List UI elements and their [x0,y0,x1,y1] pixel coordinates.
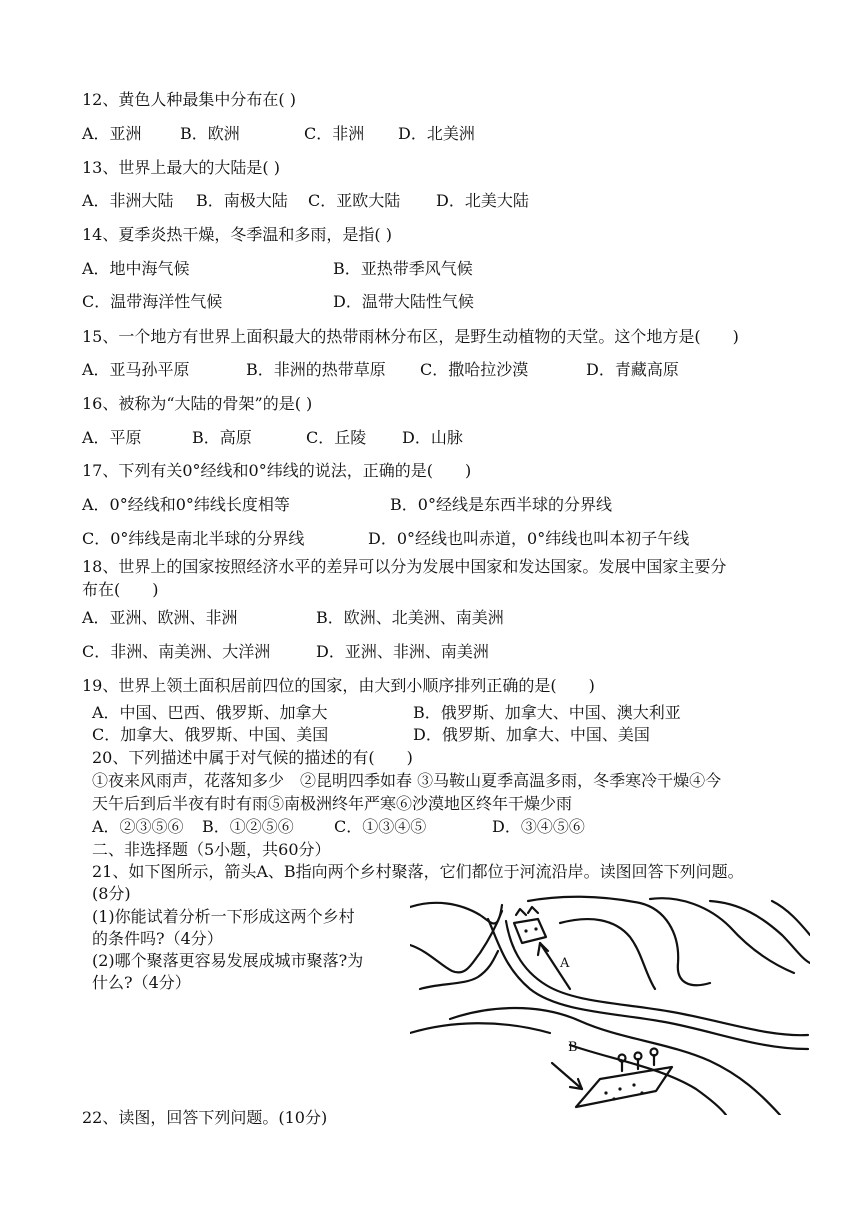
q14-option-b: B．亚热带季风气候 [333,259,473,278]
q18-option-c: C．非洲、南美洲、大洋洲 [82,642,271,661]
q14-option-d: D．温带大陆性气候 [333,292,474,311]
q16-options [82,428,463,448]
q13-option-b: B．南极大陆 [196,191,288,210]
q21-sub1-line1: (1)你能试着分析一下形成这两个乡村 [92,907,355,926]
settlement-b-tree [635,1053,642,1060]
settlement-b-dot [640,1091,643,1094]
q19-option-b: B．俄罗斯、加拿大、中国、澳大利亚 [413,703,681,722]
q18-stem-line1: 18、世界上的国家按照经济水平的差异可以分为发展中国家和发达国家。发展中国家主要分 [82,557,727,576]
settlement-b-tree [651,1049,658,1056]
q22-stem: 22、读图，回答下列问题。(10分) [82,1108,328,1127]
q12-option-d: D．北美洲 [398,124,475,143]
q20-body-line2: 天午后到后半夜有时有雨⑤南极洲终年严寒⑥沙漠地区终年干燥少雨 [92,794,573,813]
q19-option-c: C．加拿大、俄罗斯、中国、美国 [92,725,329,744]
mountain-ridge [528,897,710,985]
river-settlement-map [410,893,810,1115]
settlement-b-dot [632,1083,635,1086]
q18-option-b: B．欧洲、北美洲、南美洲 [316,608,504,627]
q20-body-line1: ①夜来风雨声，花落知多少 ②昆明四季如春 ③马鞍山夏季高温多雨，冬季寒冷干燥④今 [92,771,722,790]
settlement-b-dot [618,1087,621,1090]
settlement-b-tree [619,1055,626,1062]
q16-option-c: C．丘陵 [306,428,367,447]
settlement-a-dot [534,927,537,930]
q20-option-a: A．②③⑤⑥ [92,817,184,836]
q20-option-c: C．①③④⑤ [334,817,427,836]
q19-option-d: D．俄罗斯、加拿大、中国、美国 [413,725,650,744]
q13-option-c: C．亚欧大陆 [308,191,401,210]
q15-option-d: D．青藏高原 [586,360,679,379]
q14-option-a: A．地中海气候 [82,259,190,278]
q18-option-a: A．亚洲、欧洲、非洲 [82,608,238,627]
q12-option-b: B．欧洲 [180,124,240,143]
q21-stem-line1: 21、如下图所示，箭头A、B指向两个乡村聚落，它们都位于河流沿岸。读图回答下列问题。 [92,862,744,881]
q13-options [82,191,529,211]
q14-stem: 14、夏季炎热干燥，冬季温和多雨，是指( ) [82,225,392,244]
q12-options [82,124,475,144]
q13-option-d: D．北美大陆 [436,191,529,210]
q20-option-b: B．①②⑤⑥ [202,817,294,836]
q19-stem: 19、世界上领土面积居前四位的国家，由大到小顺序排列正确的是( ) [82,676,595,695]
q17-option-b: B．0°经线是东西半球的分界线 [390,495,612,514]
q19-option-a: A．中国、巴西、俄罗斯、加拿大 [92,703,328,722]
q14-option-c: C．温带海洋性气候 [82,292,223,311]
q15-stem: 15、一个地方有世界上面积最大的热带雨林分布区，是野生动植物的天堂。这个地方是( ) [82,327,739,346]
q12-stem: 12、黄色人种最集中分布在( ) [82,90,296,109]
q21-sub1-line2: 的条件吗?（4分） [92,929,223,948]
q16-option-a: A．平原 [82,428,142,447]
q21-stem-line2: (8分) [92,884,131,903]
q12-option-a: A．亚洲 [82,124,142,143]
q12-option-c: C．非洲 [304,124,365,143]
q16-stem: 16、被称为“大陆的骨架”的是( ) [82,394,313,413]
q17-option-d: D．0°经线也叫赤道，0°纬线也叫本初子午线 [368,529,690,548]
q17-option-c: C．0°纬线是南北半球的分界线 [82,529,305,548]
arrow-b [552,1063,582,1089]
settlement-b-dot [612,1097,615,1100]
q21-sub2-line2: 什么?（4分） [92,973,191,992]
q18-stem-line2: 布在( ) [82,580,159,599]
q16-option-b: B．高原 [192,428,252,447]
q15-options [82,360,679,380]
river-bank-lower [410,1023,550,1033]
settlement-a [514,919,546,943]
mountain-ridge [560,919,655,989]
q15-option-c: C．撒哈拉沙漠 [420,360,529,379]
settlement-b-dot [604,1091,607,1094]
label-a: A [560,956,570,971]
q15-option-b: B．非洲的热带草原 [246,360,386,379]
q20-option-d: D．③④⑤⑥ [492,817,585,836]
mountain-ridge [650,898,794,973]
label-b: B [568,1040,578,1055]
settlement-b [576,1067,672,1107]
settlement-a-houses [516,907,538,915]
river-bank-inner [506,921,808,1035]
q13-option-a: A．非洲大陆 [82,191,174,210]
q17-stem: 17、下列有关0°经线和0°纬线的说法，正确的是( ) [82,461,472,480]
section-heading: 二、非选择题（5小题，共60分） [92,840,331,859]
q15-option-a: A．亚马孙平原 [82,360,190,379]
q18-option-d: D．亚洲、非洲、南美洲 [316,642,489,661]
q21-sub2-line1: (2)哪个聚落更容易发展成城市聚落?为 [92,951,364,970]
settlement-a-dot [524,929,527,932]
q13-stem: 13、世界上最大的大陆是( ) [82,158,280,177]
q20-stem: 20、下列描述中属于对气候的描述的有( ) [92,748,413,767]
q16-option-d: D．山脉 [402,428,463,447]
q20-options [92,817,585,837]
q17-option-a: A．0°经线和0°纬线长度相等 [82,495,290,514]
